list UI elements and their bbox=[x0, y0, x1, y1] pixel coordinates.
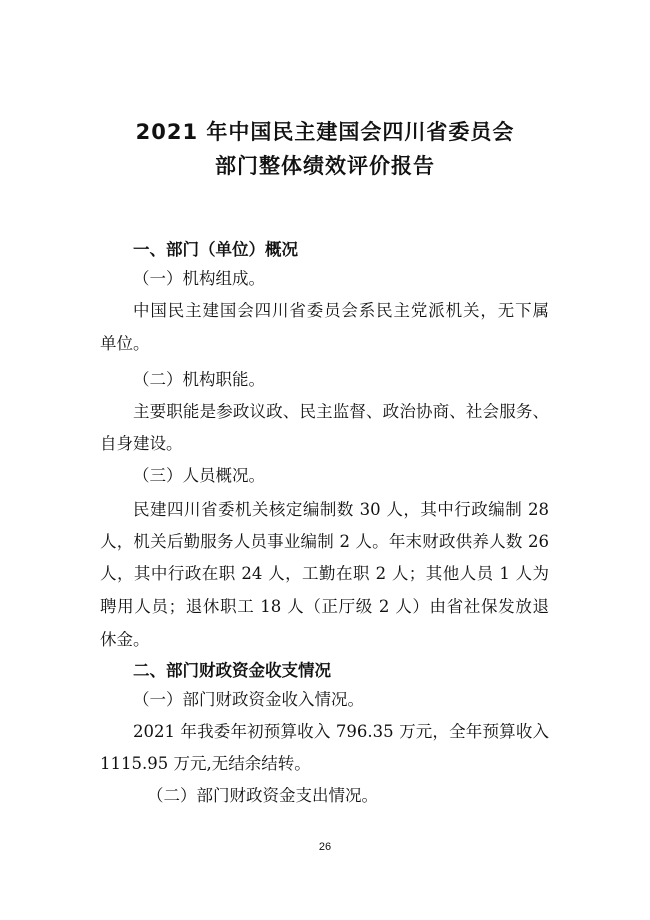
section-2-heading: 二、部门财政资金收支情况 bbox=[133, 661, 331, 680]
paragraph-line: 自身建设。 bbox=[100, 434, 183, 453]
section-2-sub-1-heading: （一）部门财政资金收入情况。 bbox=[133, 690, 364, 709]
paragraph-line: 聘用人员；退休职工 18 人（正厅级 2 人）由省社保发放退 bbox=[100, 597, 549, 616]
paragraph-line: 人，机关后勤服务人员事业编制 2 人。年末财政供养人数 26 bbox=[100, 532, 549, 551]
paragraph-line: 1115.95 万元,无结余结转。 bbox=[100, 754, 311, 773]
section-2-sub-2-heading: （二）部门财政资金支出情况。 bbox=[147, 786, 378, 805]
section-1-heading: 一、部门（单位）概况 bbox=[133, 240, 298, 259]
paragraph-line: 中国民主建国会四川省委员会系民主党派机关，无下属 bbox=[133, 301, 549, 320]
report-title-line-2: 部门整体绩效评价报告 bbox=[215, 154, 435, 178]
page-number: 26 bbox=[318, 841, 332, 853]
paragraph-line: 民建四川省委机关核定编制数 30 人，其中行政编制 28 bbox=[133, 500, 549, 519]
paragraph-line: 单位。 bbox=[100, 334, 150, 353]
section-1-sub-2-heading: （二）机构职能。 bbox=[133, 370, 265, 389]
section-1-sub-3-heading: （三）人员概况。 bbox=[133, 466, 265, 485]
paragraph-line: 休金。 bbox=[100, 630, 150, 649]
report-title-line-1: 2021 年中国民主建国会四川省委员会 bbox=[135, 120, 515, 144]
paragraph-line: 主要职能是参政议政、民主监督、政治协商、社会服务、 bbox=[133, 402, 549, 421]
paragraph-line: 人，其中行政在职 24 人，工勤在职 2 人；其他人员 1 人为 bbox=[100, 564, 549, 583]
section-1-sub-1-heading: （一）机构组成。 bbox=[133, 269, 265, 288]
paragraph-line: 2021 年我委年初预算收入 796.35 万元，全年预算收入 bbox=[133, 722, 549, 741]
